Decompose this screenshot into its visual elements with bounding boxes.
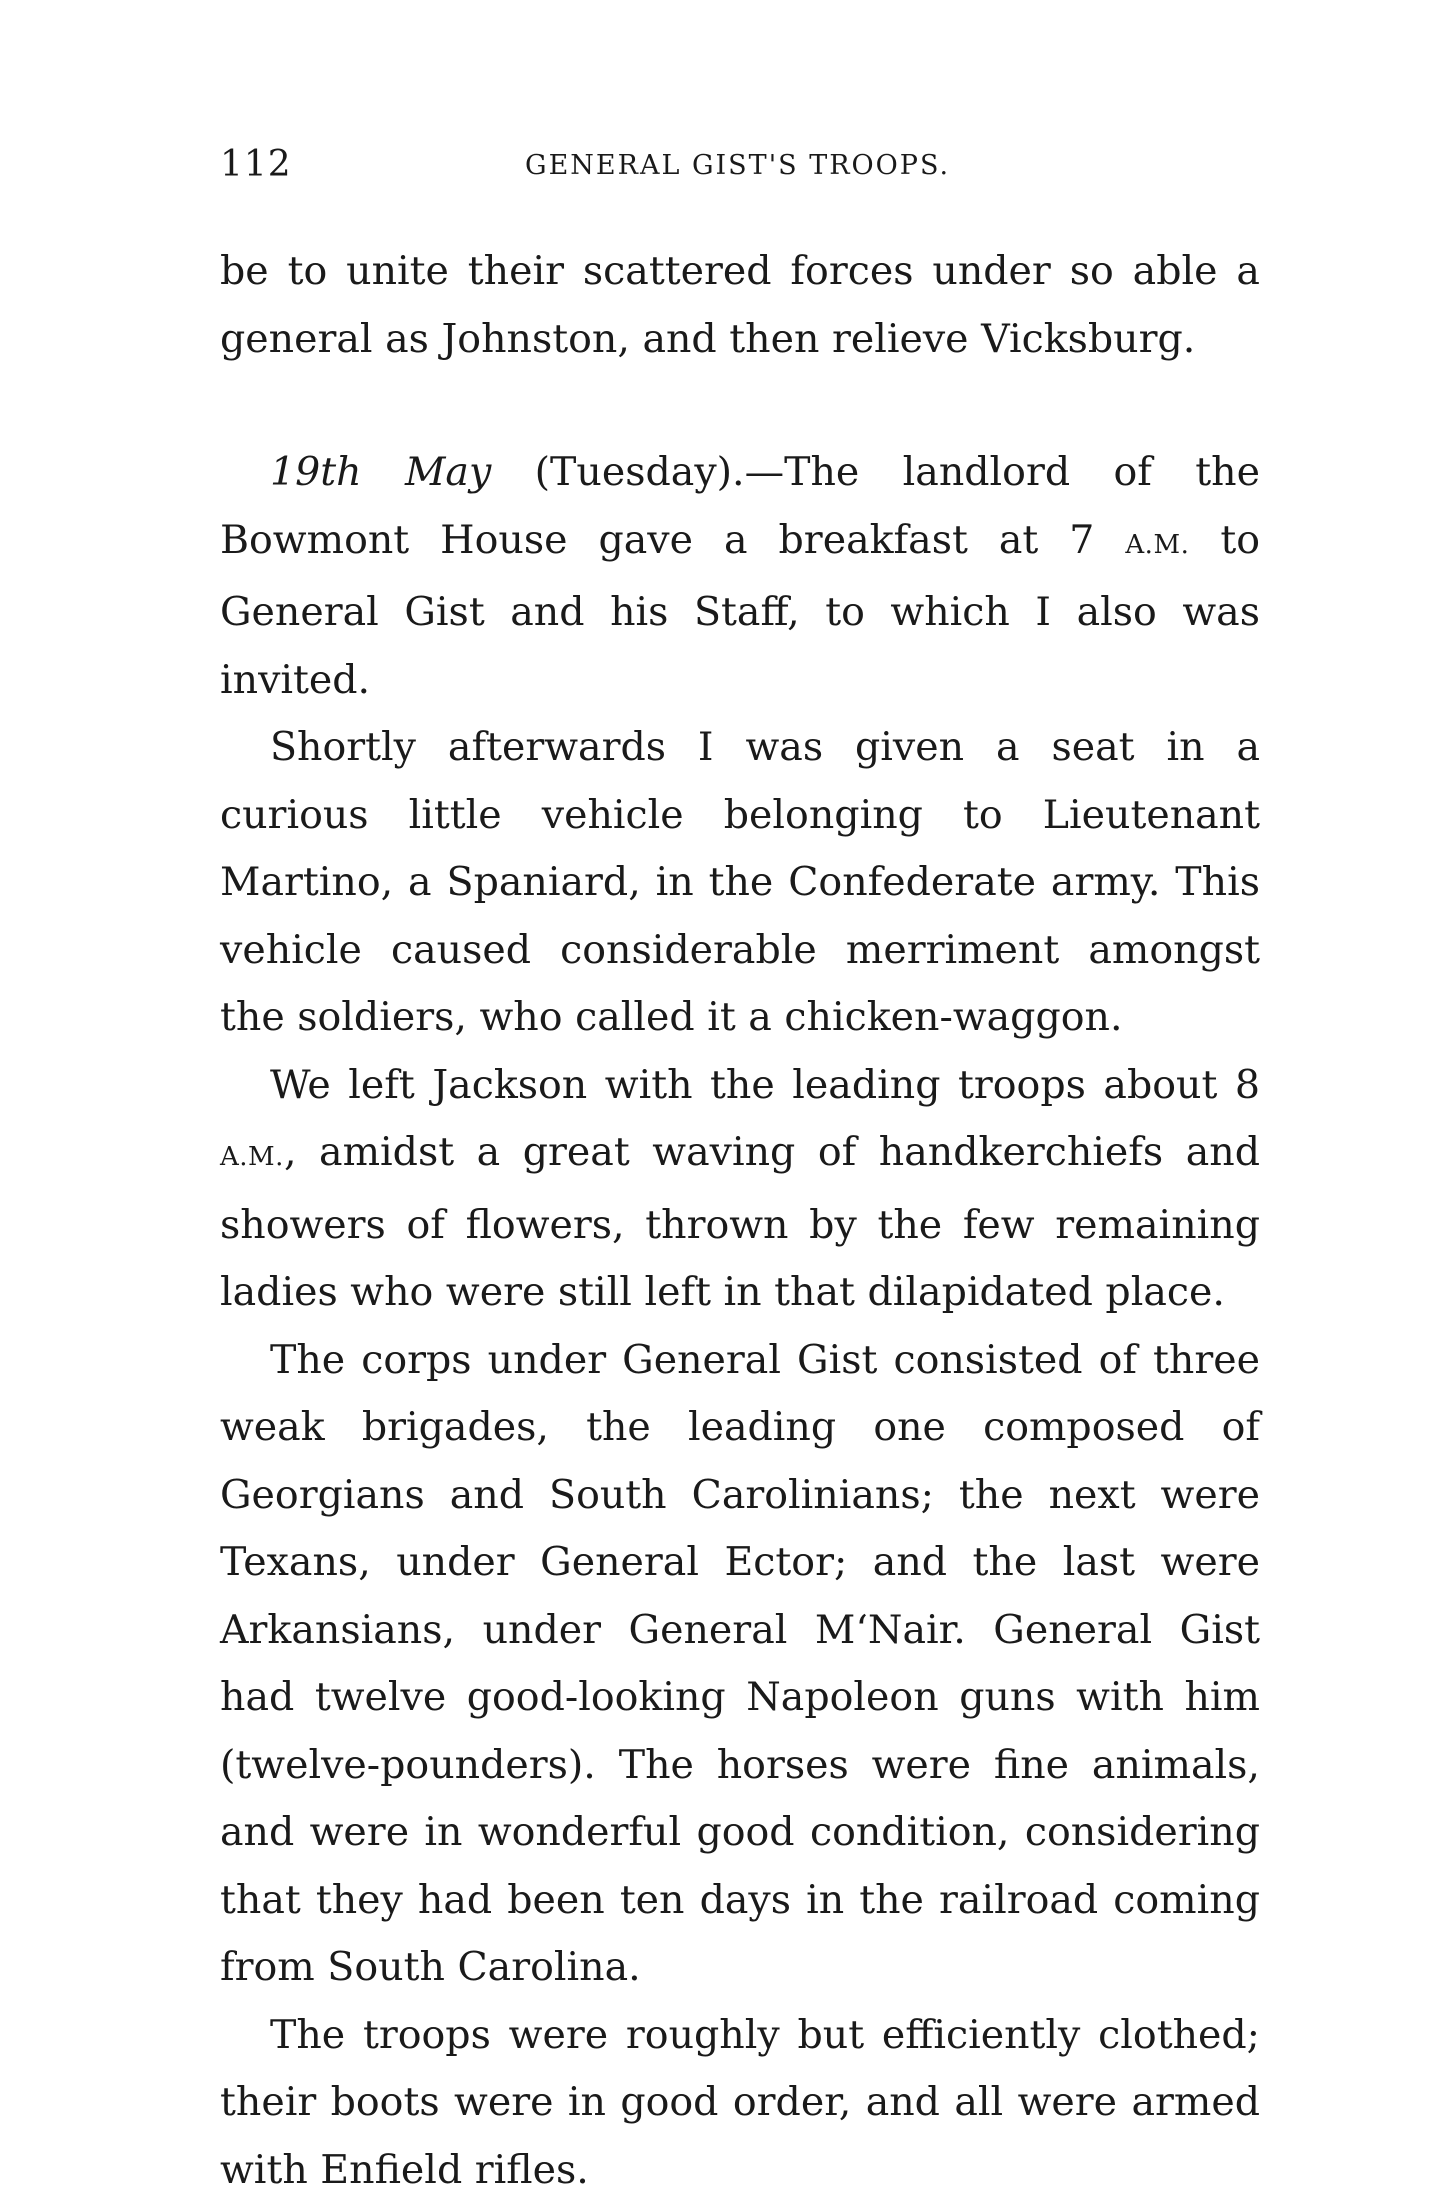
paragraph-vehicle: Shortly afterwards I was given a seat in a curious little vehicle belonging to Lieutenant Martino, a Spaniard, in the Confederate army. This vehicle caused considerable merriment amongst the soldiers, who called it a chicken-waggon. — [220, 714, 1260, 1052]
time-marker: A.M. — [1125, 530, 1189, 560]
paragraph-diary-entry — [220, 439, 1260, 714]
paragraph-text: (Tuesday).—The landlord of the Bowmont House gave a breakfast at 7 — [220, 449, 1260, 563]
paragraph-corps: The corps under General Gist consisted of three weak brigades, the leading one composed of Georgians and South Carolinians; the next were Texans, under General Ector; and the last were Arkansians, under General M‘Nair. General Gist had twelve good-looking Napoleon guns with him (twelve-pounders). The horses were fine animals, and were in wonderful good condition, considering that they had been ten days in the railroad coming from South Carolina. — [220, 1327, 1260, 2002]
running-title: GENERAL GIST'S TROOPS. — [525, 150, 950, 181]
page-number: 112 — [220, 144, 292, 185]
paragraph-continuation: be to unite their scattered forces under so able a general as Johnston, and then relieve Vicksburg. — [220, 238, 1260, 373]
page-body — [220, 238, 1260, 2204]
paragraph-troops: The troops were roughly but efficiently clothed; their boots were in good order, and all were armed with Enfield rifles. — [220, 2002, 1260, 2204]
paragraph-text: We left Jackson with the leading troops about 8 — [270, 1062, 1260, 1108]
paragraph-text: to General Gist and his Staff, to which I also was invited. — [220, 517, 1260, 703]
paragraph-departure — [220, 1052, 1260, 1327]
page-header — [220, 144, 1260, 194]
paragraph-text: , amidst a great waving of handkerchiefs and showers of flowers, thrown by the few remaining ladies who were still left in that dilapidated place. — [220, 1129, 1260, 1315]
time-marker: A.M. — [220, 1142, 284, 1172]
entry-date: 19th May — [270, 449, 491, 495]
